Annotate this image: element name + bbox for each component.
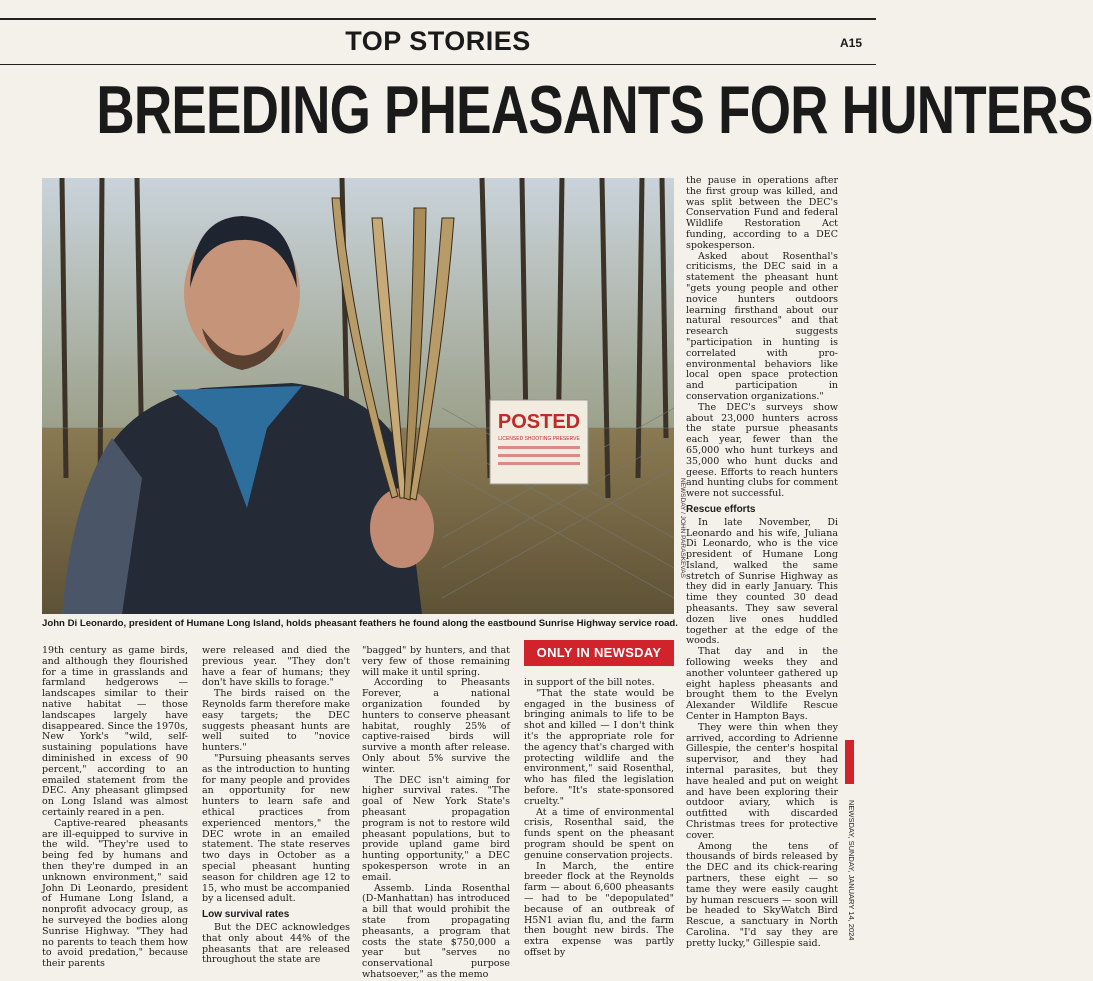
paragraph: Among the tens of thousands of birds released by the DEC and its chick-rearing partners, these eight — so tame they were easily caught by human rescuers — soon will be headed to SkyWatch Bird Rescue, a sanctuary in North Carolina. "I'd say they are pretty lucky," Gillespie said. xyxy=(686,840,838,949)
article-column-2 xyxy=(202,646,350,966)
section-label: TOP STORIES xyxy=(345,26,531,56)
paragraph: At a time of environmental crisis, Rosenthal said, the funds spent on the pheasant program should be spent on genuine conservation projects. xyxy=(524,806,674,861)
headline: BREEDING PHEASANTS FOR HUNTERS xyxy=(96,72,1093,148)
paragraph: were released and died the previous year. "They don't have a fear of humans; they don't have skills to forage." xyxy=(202,645,350,689)
paragraph: Captive-reared pheasants are ill-equipped to survive in the wild. "They're used to being fed by humans and then they're dumped in an unknown environment," said John Di Leonardo, president of Humane Long Island, a nonprofit advocacy group, as he surveyed the bodies along Sunrise Highway. "They had no parents to teach them how to avoid predation," because their parents xyxy=(42,817,188,970)
newsday-logo xyxy=(845,740,854,784)
paragraph: The DEC's surveys show about 23,000 hunters across the state pursue pheasants each year, fewer than the 65,000 who hunt turkeys and 35,000 who hunt ducks and geese. Efforts to reach hunters and hunting clubs for comment were not successful. xyxy=(686,401,838,500)
paragraph: According to Pheasants Forever, a national organization founded by hunters to conserve pheasant habitat, roughly 25% of captive-raised birds will survive a month after release. Only about 5% survive the winter. xyxy=(362,677,510,775)
subhead-rescue-efforts: Rescue efforts xyxy=(686,503,756,515)
paragraph: That day and in the following weeks they and another volunteer gathered up eight hapless pheasants and brought them to the Evelyn Alexander Wildlife Rescue Center in Hampton Bays. xyxy=(686,646,838,723)
photo-illustration xyxy=(42,178,674,614)
page-number: A15 xyxy=(839,36,862,50)
subhead-low-survival: Low survival rates xyxy=(202,909,290,921)
page-edge-info xyxy=(844,680,858,940)
paragraph: "bagged" by hunters, and that very few of those remaining will make it until spring. xyxy=(362,645,510,678)
article-column-1 xyxy=(42,646,188,970)
photo-credit: NEWSDAY / JOHN PARASKEVAS xyxy=(679,478,686,578)
paragraph: In March, the entire breeder flock at the Reynolds farm — about 6,600 pheasants — had to be "depopulated" because of an outbreak of H5N1 avian flu, and the farm then bought new birds. The extra expense was partly offset by xyxy=(524,860,674,958)
posted-sign xyxy=(490,400,588,484)
photo-caption: John Di Leonardo, president of Humane Long Island, holds pheasant feathers he found along the eastbound Sunrise Highway service road. xyxy=(42,618,678,629)
paragraph: They were thin when they arrived, according to Adrienne Gillespie, the center's hospital supervisor, and they had internal parasites, but they have healed and put on weight and have been exploring their outdoor aviary, which is outfitted with discarded Christmas trees for protective cover. xyxy=(686,721,838,841)
paragraph: The birds raised on the Reynolds farm therefore make easy targets; the DEC suggests pheasant hunts are well suited to "novice hunters." xyxy=(202,688,350,754)
photo xyxy=(42,178,674,614)
paragraph: the pause in operations after the first group was killed, and was split between the DEC's Conservation Fund and federal Wildlife Restoration Act funding, according to a DEC spokesperson. xyxy=(686,175,838,251)
paragraph: "Pursuing pheasants serves as the introduction to hunting for many people and provides an opportunity for new hunters to learn safe and ethical practices from experienced mentors," the DEC wrote in an emailed statement. The state reserves two days in October as a special pheasant hunting season for children age 12 to 15, who must be accompanied by a licensed adult. xyxy=(202,752,350,905)
paragraph: in support of the bill notes. xyxy=(524,677,655,688)
paragraph: The DEC isn't aiming for higher survival rates. "The goal of New York State's pheasant propagation program is not to restore wild pheasant populations, but to provide upland game bird hunting opportunity," a DEC spokesperson wrote in an email. xyxy=(362,774,510,883)
svg-text:LICENSED SHOOTING PRESERVE: LICENSED SHOOTING PRESERVE xyxy=(498,436,580,442)
paragraph: Asked about Rosenthal's criticisms, the DEC said in a statement the pheasant hunt "gets young people and other novice hunters outdoors learning firsthand about our natural resources" and that research suggests "participation in hunting is correlated with pro-environmental behaviors like local open space protection and participation in conservation organizations." xyxy=(686,250,838,402)
article-column-4 xyxy=(524,678,674,959)
only-in-newsday-badge: ONLY IN NEWSDAY xyxy=(524,640,674,666)
article-column-5 xyxy=(686,176,838,950)
paragraph: In late November, Di Leonardo and his wife, Juliana Di Leonardo, who is the vice president of Humane Long Island, walked the same stretch of Sunrise Highway as they did in early January. This time they counted 30 dead pheasants. They saw several dozen live ones huddled together at the edge of the woods. xyxy=(686,516,838,647)
top-rule xyxy=(0,18,876,20)
svg-text:POSTED: POSTED xyxy=(497,411,581,433)
section-rule xyxy=(0,64,876,65)
paragraph: 19th century as game birds, and although they flourished for a time in grasslands and farmland hedgerows — landscapes similar to their native habitat — those landscapes largely have disappeared. Since the 1970s, New York's "wild, self-sustaining populations have diminished in excess of 90 percent," according to an emailed statement from the DEC. Any pheasant glimpsed on Long Island was almost certainly reared in a pen. xyxy=(42,645,188,818)
paragraph: But the DEC acknowledges that only about 44% of the pheasants that are released throughout the state are xyxy=(202,921,350,966)
dateline: NEWSDAY, SUNDAY, JANUARY 14, 2024 xyxy=(847,800,856,941)
article-column-3 xyxy=(362,646,510,981)
paragraph: "That the state would be engaged in the business of bringing animals to life to be shot and killed — I don't think it's the appropriate role for the agency that's charged with protecting wildlife and the environment," said Rosenthal, who has filed the legislation before. "It's state-sponsored cruelty." xyxy=(524,687,674,807)
paragraph: Assemb. Linda Rosenthal (D-Manhattan) has introduced a bill that would prohibit the state from propagating pheasants, a program that costs the state $750,000 a year but "serves no conservational purpose whatsoever," as the memo xyxy=(362,882,510,980)
